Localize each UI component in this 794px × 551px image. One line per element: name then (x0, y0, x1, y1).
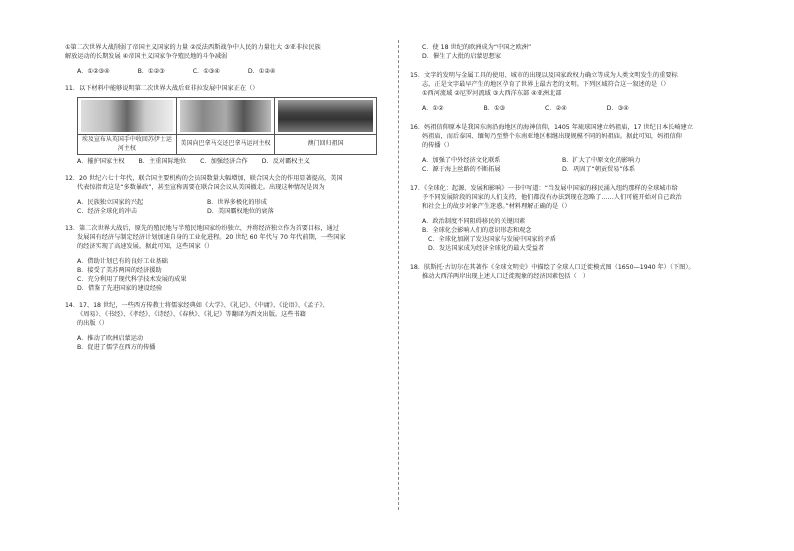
q11-caption-3: 澳门回归祖国 (275, 134, 377, 154)
q12-option-b[interactable]: B．世界多极化的形成 (207, 199, 267, 207)
q14-option-c[interactable]: C．使 18 世纪的欧洲成为“中国之欧洲” (422, 44, 532, 51)
q17-option-c[interactable]: C．全球化加剧了发达国家与发展中国家的矛盾 (428, 235, 557, 243)
q10-option-a[interactable]: A．①②③④ (77, 67, 110, 75)
q10-statements-line1: ①第二次世界大战削弱了帝国主义国家的力量 ②反法西斯战争中人民的力量壮大 ③亚非拉民族 (65, 44, 321, 51)
q15-option-a[interactable]: A．①② (422, 104, 444, 112)
q16-option-a[interactable]: A．加强了中外经济文化联系 (422, 156, 501, 164)
q11-option-c[interactable]: C．加强经济合作 (200, 158, 248, 166)
q17-option-b[interactable]: B．全球化会影响人们的意识形态和观念 (422, 226, 532, 234)
q13-options (65, 258, 387, 294)
q12-option-a[interactable]: A．民族独立国家的兴起 (77, 199, 144, 207)
q14-stem-line3: 的出版（） (77, 320, 108, 328)
q11-option-d[interactable]: D．反对霸权主义 (261, 158, 310, 166)
column-divider (398, 40, 399, 510)
q15-stem-line2: 志，正是文字最早产生的地区孕育了世界上最古老的文明。下列区域符合这一叙述的是（） (422, 80, 670, 88)
q11-caption-2: 美国向巴拿马交还巴拿马运河主权 (176, 134, 275, 154)
q11-photo-macau (275, 97, 377, 134)
q10-statements-line2: 解放运动的长期发展 ④帝国主义国家争夺殖民地的斗争减弱 (65, 52, 228, 60)
q15-option-c[interactable]: C．②④ (545, 104, 567, 112)
q13-stem-line1: 13．第二次世界大战后，原先的殖民地与半殖民地国家纷纷独立，并将经济独立作为首要目标，通过 (65, 225, 339, 233)
q14-options-right (410, 44, 733, 62)
q13-option-d[interactable]: D．借鉴了先进国家的建设经验 (77, 285, 163, 293)
q15-option-d[interactable]: D．③④ (606, 104, 629, 112)
q16-options (410, 157, 733, 175)
q17-stem-line3: 和社会上的故步对象产生迷惑。”材料理解正确的是（） (422, 202, 571, 210)
q17-stem-line1: 17．《全球化：起源、发展和影响》一书中写道：“当发展中国家的移民涌入纽约那样的全球城市给 (410, 184, 678, 192)
q11-caption-1: 埃及宣布从英国手中收回苏伊士运河主权 (78, 134, 177, 154)
q10-option-b[interactable]: B．①②③ (137, 67, 165, 75)
q12-options (65, 199, 387, 217)
q16-option-c[interactable]: C．源于海上丝路的不断拓展 (422, 165, 501, 173)
q16-option-d[interactable]: D．巩固了“朝贡贸易”体系 (562, 165, 636, 173)
q18-stem-line1: 18．肤斯托·古切尔在其著作《全球文明史》中描绘了全球人口迁徙模式图（1650—1940 年）（下图）。 (410, 263, 695, 271)
q14-option-a[interactable]: A．推动了欧洲启蒙运动 (77, 335, 144, 343)
q15-options (410, 105, 733, 114)
q17-option-a[interactable]: A．政治制度不同阻碍移民的关键因素 (422, 217, 526, 225)
q12-option-c[interactable]: C．经济全球化的冲击 (77, 208, 138, 216)
q13-stem-line3: 的经济实现了高速发展。据此可知，这些国家（） (77, 243, 214, 251)
q14-options-left (65, 335, 387, 353)
q17-options (410, 218, 733, 254)
q17-option-d[interactable]: D．发达国家成为经济全球化的最大受益者 (428, 244, 545, 252)
q16-option-b[interactable]: B．扩大了中原文化的影响力 (562, 156, 641, 164)
q11-option-b[interactable]: B．主重国际地位 (138, 158, 187, 166)
q11-option-a[interactable]: A．摧护国家主权 (77, 158, 125, 166)
q10-option-c[interactable]: C．①③④ (192, 67, 220, 75)
q13-option-a[interactable]: A．借助计划已有的良好工业基础 (77, 258, 168, 266)
q12-option-d[interactable]: D．美国霸权地位的衰落 (207, 208, 274, 216)
q10-option-d[interactable]: D．①②④ (247, 67, 276, 75)
q13-option-c[interactable]: C．充分利用了现代科学技术发展的成果 (77, 276, 187, 284)
q10-options (65, 68, 387, 77)
q11-image-table (77, 97, 377, 155)
q13-stem-line2: 发展国有经济与制定经济计划加速自身的工业化进程。20 世纪 60 年代与 70 年代前期，一些国家 (77, 234, 346, 242)
q16-stem-line2: 妈祖庙，而后泰国、缅甸乃至整个东南亚地区相继出现规模不同的妈祖庙。据此可知，妈祖信仰 (422, 132, 682, 140)
q14-option-d[interactable]: D．催生了大批的启蒙思想家 (422, 52, 502, 60)
q15-stem-line1: 15．文字的发明与金属工具的使用、城市的出现以及国家政权力确立等成为人类文明发生的重要标 (410, 71, 678, 79)
q16-stem-line1: 16．妈祖信仰原本是我国东南沿海地区的海神信仰，1405 年琉球国建立妈祖庙，17 世纪日本长崎建立 (410, 123, 693, 131)
q16-stem-line3: 的传播（） (422, 141, 453, 149)
q11-options (65, 158, 387, 167)
q11-photo-panama (176, 97, 275, 134)
q15-option-b[interactable]: B．①③ (483, 104, 506, 112)
q12-stem-line2: 代表惊指责这是“多数暴政”，甚至宣称需要在联合国会议从美国撤走。出现这种情况是因为 (77, 184, 325, 192)
right-column (410, 44, 733, 282)
q14-option-b[interactable]: B．促进了儒学在西方的传播 (77, 344, 156, 352)
q17-stem-line2: 予不同发展阶段的国家的人们支持，他们都没有办法到现在忽略了……人们可能开始对自己政治 (422, 193, 682, 201)
left-column (65, 44, 387, 353)
q11-photo-egypt (78, 97, 177, 134)
q18-stem-line2: 推动大西洋两岸出现上述人口迁徙现象的经济因素包括（ ） (422, 272, 590, 280)
q13-option-b[interactable]: B．接受了美苏两国的经济援助 (77, 267, 162, 275)
q14-stem-line2: 《周易》、《书经》、《孝经》、《诗经》、《春秋》、《礼记》等翻译为西文出版。这些书籍 (77, 311, 306, 319)
q11-stem: 11．以下材料中能够说明第二次世界大战后亚非拉发展中国家正在（） (65, 84, 259, 92)
q12-stem-line1: 12．20 世纪六七十年代，联合国主要机构的会员国数量大幅增加，联合国大会的作用显著提高，美国 (65, 175, 343, 183)
q15-stem-line3: ①西河流域 ②尼罗河流域 ③大西洋东部 ④亚洲北部 (422, 89, 562, 97)
q14-stem-line1: 14．17、18 世纪，一些西方传教士将儒家经典如《大学》、《礼记》、《中庸》、《论语》、《孟子》、 (65, 302, 329, 310)
